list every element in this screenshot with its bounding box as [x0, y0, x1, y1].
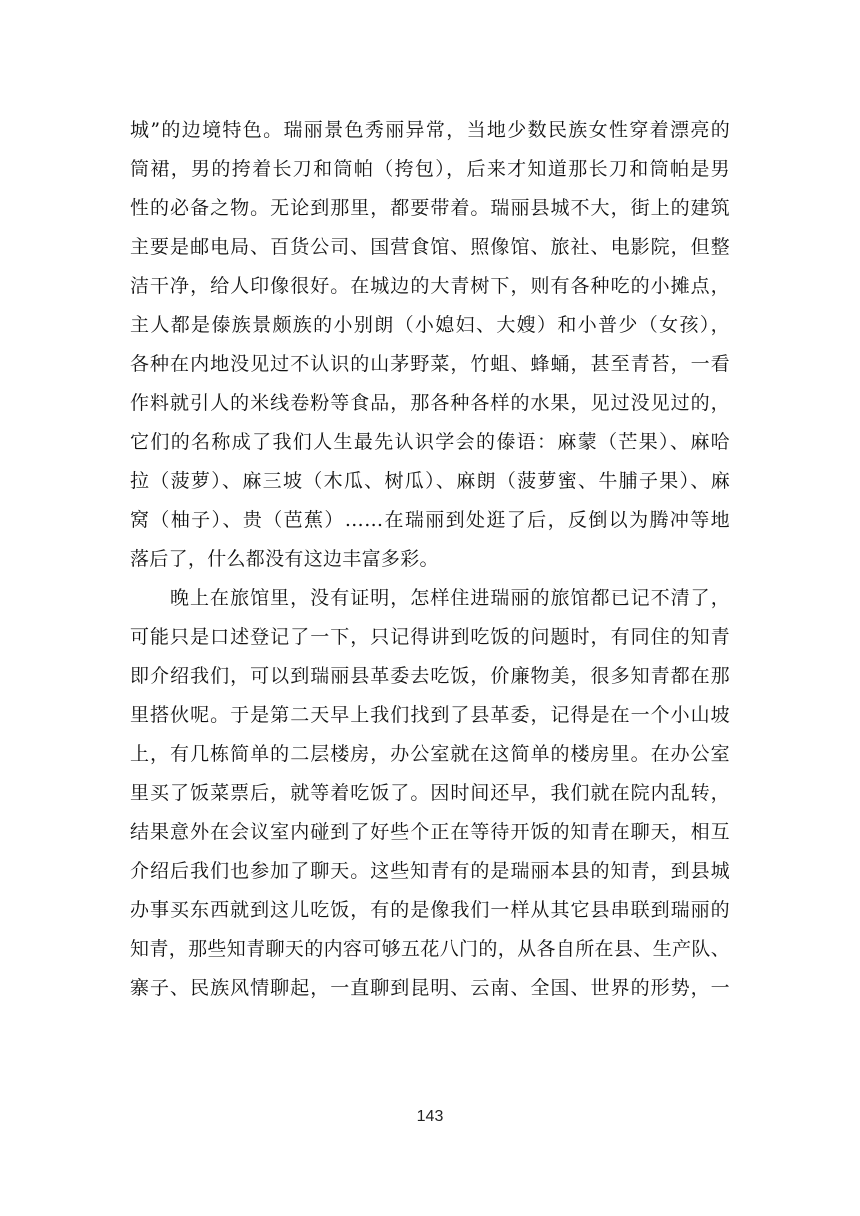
page-number: 143: [416, 1108, 444, 1125]
text-line: 即介绍我们，可以到瑞丽县革委去吃饭，价廉物美，很多知青都在那: [130, 665, 730, 687]
text-line: 办事买东西就到这儿吃饭，有的是像我们一样从其它县串联到瑞丽的: [130, 899, 730, 921]
body-text: [130, 111, 730, 1008]
text-line: 城”的边境特色。瑞丽景色秀丽异常，当地少数民族女性穿着漂亮的: [130, 119, 730, 141]
text-line: 性的必备之物。无论到那里，都要带着。瑞丽县城不大，街上的建筑: [130, 197, 730, 219]
paragraph-2: [130, 579, 730, 1008]
text-line: 里搭伙呢。于是第二天早上我们找到了县革委，记得是在一个小山坡: [130, 704, 730, 726]
text-line: 结果意外在会议室内碰到了好些个正在等待开饭的知青在聊天，相互: [130, 821, 730, 843]
text-line: 它们的名称成了我们人生最先认识学会的傣语：麻蒙（芒果）、麻哈: [130, 431, 730, 453]
paragraph-1: [130, 111, 730, 579]
text-line: 寨子、民族风情聊起，一直聊到昆明、云南、全国、世界的形势，一: [130, 977, 730, 999]
text-line: 主要是邮电局、百货公司、国营食馆、照像馆、旅社、电影院，但整: [130, 236, 730, 258]
text-line: 上，有几栋简单的二层楼房，办公室就在这简单的楼房里。在办公室: [130, 743, 730, 765]
text-line: 各种在内地没见过不认识的山茅野菜，竹蛆、蜂蛹，甚至青苔，一看: [130, 353, 730, 375]
text-line: 筒裙，男的挎着长刀和筒帕（挎包），后来才知道那长刀和筒帕是男: [130, 158, 730, 180]
text-line: 落后了，什么都没有这边丰富多彩。: [130, 548, 439, 570]
text-line: 拉（菠萝）、麻三坡（木瓜、树瓜）、麻朗（菠萝蜜、牛脯子果）、麻: [130, 470, 730, 492]
text-line: 介绍后我们也参加了聊天。这些知青有的是瑞丽本县的知青，到县城: [130, 860, 730, 882]
text-line: 窝（柚子）、贵（芭蕉）……在瑞丽到处逛了后，反倒以为腾冲等地: [130, 509, 730, 531]
text-line: 晚上在旅馆里，没有证明，怎样住进瑞丽的旅馆都已记不清了，: [170, 587, 730, 609]
text-line: 洁干净，给人印像很好。在城边的大青树下，则有各种吃的小摊点，: [130, 275, 730, 297]
text-line: 可能只是口述登记了一下，只记得讲到吃饭的问题时，有同住的知青: [130, 626, 730, 648]
text-line: 里买了饭菜票后，就等着吃饭了。因时间还早，我们就在院内乱转，: [130, 782, 730, 804]
text-line: 知青，那些知青聊天的内容可够五花八门的，从各自所在县、生产队、: [130, 938, 730, 960]
text-line: 主人都是傣族景颇族的小别朗（小媳妇、大嫂）和小普少（女孩），: [130, 314, 730, 336]
text-line: 作料就引人的米线卷粉等食品，那各种各样的水果，见过没见过的，: [130, 392, 730, 414]
